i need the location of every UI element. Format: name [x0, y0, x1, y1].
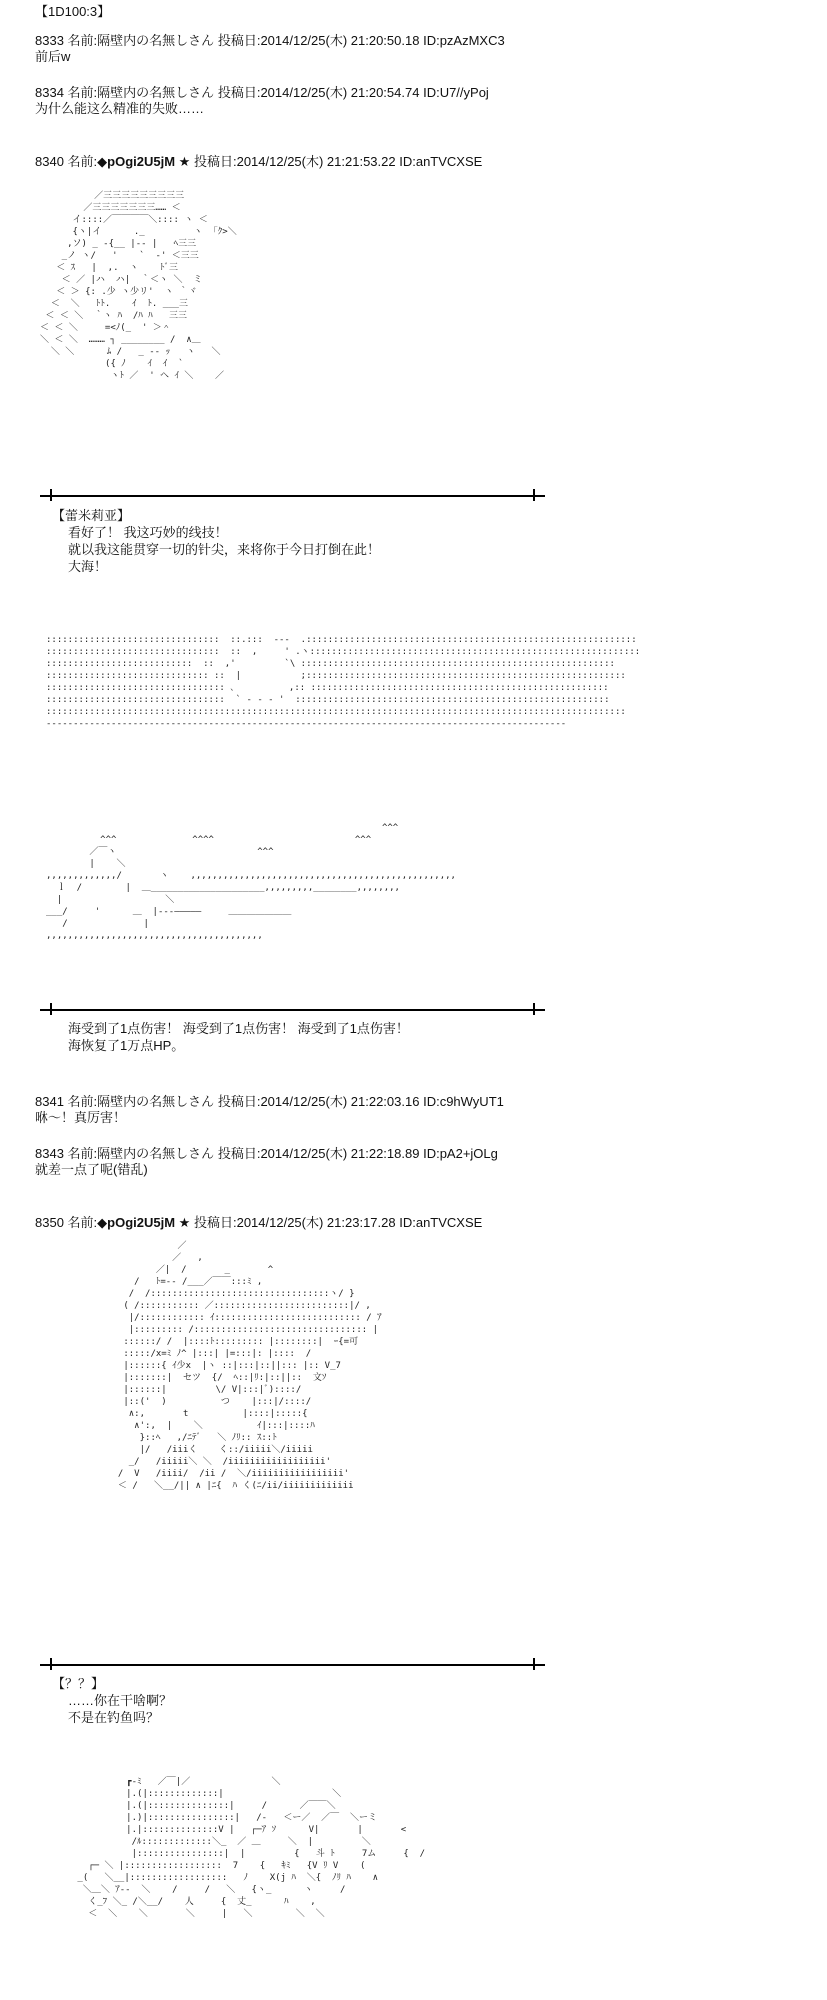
name-label: 名前:	[67, 154, 98, 169]
post-header-8340	[35, 154, 482, 170]
divider-tick	[50, 1658, 52, 1670]
ascii-art-sea-circle: :::::::::::::::::::::::::::::::: ::.::: -‐- .::::::::::::::::::::::::::::::::::::::::::::::::::::::::::::: :::::::::::::::::::::::::::::::: :: , ' .ヽ::::::::::::::::::::::::::::::::::::::::::::::::::::::::::::: ::::::::::::::::::::::::::: :: ,' `\ :::::::::::::::::::::::::::::::::::::::::::::::::::::::::: :::::::::::::::::::::::::::::: :: | ;::::::::::::::::::::::::::::::::::::::::::::::::::::::::::: ::::::::::::::::::::::::::::::::: ､ ,:: ::::::::::::::::::::::::::::::::::::::::::::::::::::::: ::::::::::::::::::::::::::::::::: ` ‐ - - ' :::::::::::::::::::::::::::::::::::::::::::::::::::::::::: ::::::::::::::::::::::::::::::::::::::::::::::::::::::::::::::::::::::::::::::::::::::::::::::::::::::::::: ------------------------------------------------------------------------------------------------	[46, 635, 641, 729]
name-label: 名前:	[67, 1094, 98, 1109]
divider-line	[40, 1664, 545, 1666]
name-label: 名前:	[67, 1215, 98, 1230]
divider-line	[40, 495, 545, 497]
post-number: 8334	[35, 85, 64, 100]
post-id: ID:c9hWyUT1	[423, 1094, 504, 1109]
poster-name: ◆pOgi2U5jM ★	[97, 1215, 191, 1230]
post-date: 2014/12/25(木) 21:20:54.74	[260, 85, 420, 100]
post-number: 8343	[35, 1146, 64, 1161]
post-header-8343	[35, 1146, 498, 1162]
divider-tick	[50, 1003, 52, 1015]
post-header-8334	[35, 85, 489, 101]
post-id: ID:pA2+jOLg	[423, 1146, 498, 1161]
post-header-8350	[35, 1215, 482, 1231]
name-label: 名前:	[67, 33, 98, 48]
post-date: 2014/12/25(木) 21:23:17.28	[236, 1215, 396, 1230]
ascii-art-character: ／ ／ , ／| / _ ^ / ﾄ=-- /___／￣￣:::ﾐ , / /:::::::::::::::::::::::::::::::::ヽ/ } ( /::::::::::: ／:::::::::::::::::::::::::|/ , |/:::::::::::: ｲ::::::::::::::::::::::::::: / ｱ |::::::::: /:::::::::::::::::::::::::::::::: | ::::::/ / |::::ﾄ::::::::: |::::::::| ｰ{=可 :::::/x=ﾐ ﾉ^ |:::| |=:::|: |:::: / |::::::{ ｲ少x |ヽ ::|:::|::||::: |:: V_7 |:::::::| セツ {/ ﾍ::|ﾘ:|::||:: 文ｿ |::::::| \/ V|:::|ﾞ)::::/ |::(' ) つ |:::|/::::/ ∧:, t |::::|:::::{ ∧':, | ＼ ｲ|:::|::::ﾊ }::ﾍ ,/ﾆﾃﾞ ＼ ﾉﾘ:: ｽ::ﾄ |/ /iiiく く::/iiiii＼/iiiii _/ /iiiii＼ ＼ /iiiiiiiiiiiiiiiiii' / V /iiii/ /ii / ＼/iiiiiiiiiiiiiiiii' ＜ / ＼__/|| ∧ |ﾆ{ ﾊ く(ﾆ/ii/iiiiiiiiiiiii	[117, 1241, 382, 1491]
dialog-line: 就以我这能贯穿一切的针尖，来将你于今日打倒在此！	[68, 542, 381, 557]
post-date: 2014/12/25(木) 21:22:18.89	[260, 1146, 420, 1161]
post-id: ID:anTVCXSE	[399, 154, 483, 169]
ascii-art-remilia: ／三三三三三三三三三 ／三三三三三三三…… ＜ イ::::／￣￣￣￣＼:::: ヽ ＜ {ヽ|イ ._ ヽ ｢ｸ>＼ ,ソ) _ -{__ |‐‐ | ﾍ三三 _ノ ヽ/ ' ` ‐' ＜三三 ＜ ｽ | ,. ヽ ﾄﾞ三 ＜ ／ |ハ ハ| ｀＜ヽ ＼ ミ ＜ ＞ {: .少 ヽ少リ' ヽ ｀ヾ ＜ ＼ ﾄﾄ. ｲ ﾄ. ___三 ＜ ＜ ＼ ｀ヽ ﾊ /ﾊ ﾊ 三三 ＜ ＜ ＼ =<ﾉ(_ ' ＞＾ ＼ ＜ ＼ ……… ┐ ________ / ∧＿ ＼ ＼ ﾑ / _ -- ｯ ヽ ＼ ({ ﾉ ｲ ｲ ` ヽﾄ ／ ' ヘ ｲ ＼ ／	[40, 191, 237, 381]
poster-name: 隔壁内の名無しさん	[97, 33, 215, 48]
dialog-line: 不是在钓鱼吗？	[68, 1710, 160, 1725]
ascii-art-sea-island: ^^^ ^^^ ^^^^ ^^^ ／￣ヽ ^^^ | ＼ ,,,,,,,,,,,,,/ ヽ ,,,,,,,,,,,,,,,,,,,,,,,,,,,,,,,,,,,,,,,,,,,,,,,,, ｌ / | ＿_____________________,,,,,,,,,________,,,,,,,, | ＼ ___/ ' ＿ |‐‐‐――――― ＿＿＿＿＿＿＿ / | ,,,,,,,,,,,,,,,,,,,,,,,,,,,,,,,,,,,,,,,,	[46, 823, 456, 941]
dialog-line: 看好了！ 我这巧妙的线技！	[68, 525, 228, 540]
post-body-8333: 前后w	[35, 49, 71, 64]
dialog-line: 大海！	[68, 559, 108, 574]
date-label: 投稿日:	[217, 1146, 261, 1161]
divider-line	[40, 1009, 545, 1011]
post-id: ID:anTVCXSE	[399, 1215, 483, 1230]
post-date: 2014/12/25(木) 21:21:53.22	[236, 154, 396, 169]
speaker-label: 【蕾米莉亚】	[52, 508, 131, 523]
dialog-line: 海受到了1点伤害！ 海受到了1点伤害！ 海受到了1点伤害！	[68, 1021, 409, 1036]
date-label: 投稿日:	[193, 1215, 237, 1230]
post-header-8341	[35, 1094, 504, 1110]
date-label: 投稿日:	[217, 1094, 261, 1109]
post-number: 8350	[35, 1215, 64, 1230]
date-label: 投稿日:	[193, 154, 237, 169]
post-id: ID:pzAzMXC3	[423, 33, 505, 48]
divider-tick	[533, 489, 535, 501]
ascii-art-character-group: ┏‐ﾐ ／￣|／ ＼ |.(|:::::::::::::| ＼ |.(|:::::::::::::::| / ／￣￣＼ |.)|::::::::::::::::| /‐ ＜ー／ ／￣ ＼ーミ |.|::::::::::::::V | ┌─ｱ ｿ V| | < /ﾙ:::::::::::::＼_ ／ ＿ ＼ | ＼ |::::::::::::::::| | { 斗 ﾄ 7ム { / ┌─ ＼ |:::::::::::::::::: 7 { ｷﾐ {V ﾘ V ( _( ＼__|:::::::::::::::::: ﾉ X(j ﾊ ＼{ ﾉﾘ ﾊ ∧ ＼＿＼ ｱ‐‐ ＼ / / ＼ {ヽ_ ヽ / く_ﾌ ＼_ /＼__/ 人 { 丈_ ﾊ , ＜ ＼ ＼ ＼ | ＼ ＼ ＼	[77, 1777, 426, 1919]
post-number: 8340	[35, 154, 64, 169]
poster-name: 隔壁内の名無しさん	[97, 1094, 215, 1109]
poster-name: 隔壁内の名無しさん	[97, 85, 215, 100]
divider-tick	[533, 1658, 535, 1670]
post-number: 8333	[35, 33, 64, 48]
date-label: 投稿日:	[217, 33, 261, 48]
name-label: 名前:	[67, 85, 98, 100]
post-number: 8341	[35, 1094, 64, 1109]
poster-name: ◆pOgi2U5jM ★	[97, 154, 191, 169]
poster-name: 隔壁内の名無しさん	[97, 1146, 215, 1161]
dialog-line: 海恢复了1万点HP。	[68, 1038, 185, 1053]
divider-tick	[50, 489, 52, 501]
dialog-line: ……你在干啥啊？	[68, 1693, 173, 1708]
name-label: 名前:	[67, 1146, 98, 1161]
post-header-8333	[35, 33, 505, 49]
post-body-8343: 就差一点了呢(错乱)	[35, 1162, 148, 1177]
post-body-8341: 咻～！真厉害！	[35, 1110, 127, 1125]
post-body-8334: 为什么能这么精准的失败……	[35, 101, 205, 116]
date-label: 投稿日:	[217, 85, 261, 100]
page-id: 【1D100:3】	[35, 4, 111, 19]
post-date: 2014/12/25(木) 21:20:50.18	[260, 33, 420, 48]
speaker-label: 【？？】	[52, 1676, 105, 1691]
post-id: ID:U7//yPoj	[423, 85, 489, 100]
post-date: 2014/12/25(木) 21:22:03.16	[260, 1094, 420, 1109]
divider-tick	[533, 1003, 535, 1015]
